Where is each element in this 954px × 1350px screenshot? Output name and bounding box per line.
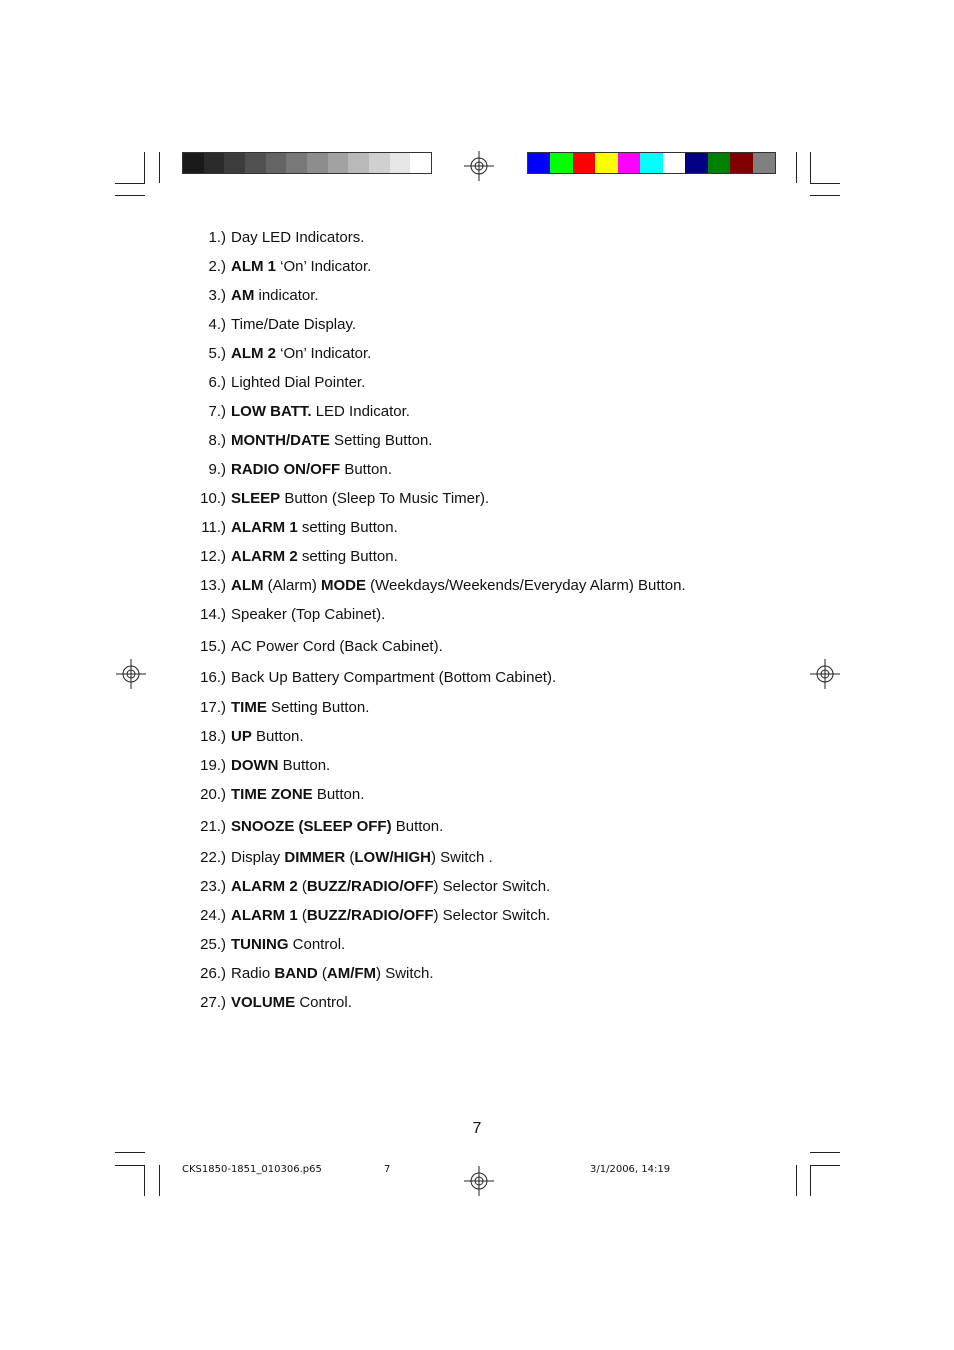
swatch <box>753 153 775 173</box>
list-item-number: 10.) <box>200 490 226 507</box>
list-item <box>190 605 385 625</box>
list-item-number: 27.) <box>200 994 226 1011</box>
list-item-text <box>231 489 489 509</box>
text-segment: LED Indicator. <box>311 403 410 420</box>
text-segment: Speaker (Top Cabinet). <box>231 606 386 623</box>
bold-label: AM <box>231 287 255 304</box>
bold-label: ALARM 2 <box>231 548 298 565</box>
bold-label: BUZZ/RADIO/OFF <box>306 907 434 924</box>
list-item <box>190 460 392 480</box>
list-item-text <box>231 637 443 657</box>
bold-label: RADIO ON/OFF <box>231 461 341 478</box>
list-item-number: 2.) <box>208 258 226 275</box>
crop-mark <box>810 1152 840 1153</box>
list-item <box>190 906 550 926</box>
bold-label: ALARM 1 <box>231 907 298 924</box>
list-item-text <box>231 344 371 364</box>
swatch <box>328 153 349 173</box>
bold-label: ALM <box>231 577 264 594</box>
list-item-text <box>231 315 356 335</box>
list-item <box>190 489 489 509</box>
crop-mark <box>796 152 797 183</box>
list-item <box>190 756 330 776</box>
text-segment: Display <box>231 849 285 866</box>
text-segment: AC Power Cord (Back Cabinet). <box>231 638 443 655</box>
list-item-text <box>231 698 369 718</box>
list-item-number: 5.) <box>208 345 226 362</box>
list-item-number: 13.) <box>200 577 226 594</box>
list-item-text <box>231 547 398 567</box>
bold-label: TIME ZONE <box>231 786 313 803</box>
list-item <box>190 373 365 393</box>
list-item <box>190 727 304 747</box>
bold-label: VOLUME <box>231 994 296 1011</box>
list-item <box>190 848 493 868</box>
text-segment: indicator. <box>254 287 319 304</box>
registration-mark-icon <box>464 1166 494 1196</box>
bold-label: ALM 2 <box>231 345 276 362</box>
swatch <box>369 153 390 173</box>
grayscale-calibration-bar <box>182 152 432 174</box>
list-item-number: 18.) <box>200 728 226 745</box>
list-item <box>190 257 371 277</box>
list-item-text <box>231 756 330 776</box>
text-segment: ( <box>297 878 307 895</box>
list-item <box>190 286 319 306</box>
registration-mark-icon <box>810 659 840 689</box>
text-segment: ( <box>297 907 307 924</box>
text-segment: Button. <box>340 461 392 478</box>
bold-label: SNOOZE (SLEEP OFF) <box>231 818 392 835</box>
swatch <box>663 153 685 173</box>
list-item <box>190 228 364 248</box>
page-number: 7 <box>472 1120 482 1137</box>
text-segment: ‘On’ Indicator. <box>276 258 372 275</box>
list-item-number: 20.) <box>200 786 226 803</box>
bold-label: MODE <box>321 577 366 594</box>
swatch <box>730 153 752 173</box>
crop-mark <box>810 1165 811 1196</box>
text-segment: ( <box>317 965 327 982</box>
list-item-number: 24.) <box>200 907 226 924</box>
text-segment: Setting Button. <box>266 699 370 716</box>
bold-label: BUZZ/RADIO/OFF <box>306 878 434 895</box>
list-item-text <box>231 935 345 955</box>
text-segment: Control. <box>288 936 346 953</box>
bold-label: SLEEP <box>231 490 281 507</box>
bold-label: BAND <box>274 965 318 982</box>
list-item-text <box>231 848 493 868</box>
text-segment: Control. <box>295 994 352 1011</box>
swatch <box>245 153 266 173</box>
crop-mark <box>796 1165 797 1196</box>
swatch <box>204 153 225 173</box>
text-segment: Back Up Battery Compartment (Bottom Cabinet). <box>231 669 557 686</box>
text-segment: (Alarm) <box>263 577 321 594</box>
list-item-number: 22.) <box>200 849 226 866</box>
text-segment: Button. <box>312 786 365 803</box>
crop-mark <box>144 1165 145 1196</box>
text-segment: Lighted Dial Pointer. <box>231 374 366 391</box>
text-segment: Day LED Indicators. <box>231 229 365 246</box>
bold-label: MONTH/DATE <box>231 432 330 449</box>
list-item-number: 23.) <box>200 878 226 895</box>
list-item-number: 3.) <box>208 287 226 304</box>
list-item <box>190 576 686 596</box>
text-segment: Button. <box>278 757 331 774</box>
text-segment: ) Selector Switch. <box>433 907 551 924</box>
bold-label: DOWN <box>231 757 279 774</box>
swatch <box>595 153 617 173</box>
bold-label: ALARM 2 <box>231 878 298 895</box>
swatch <box>307 153 328 173</box>
list-item <box>190 637 443 657</box>
list-item-text <box>231 906 550 926</box>
crop-mark <box>115 195 145 196</box>
text-segment: setting Button. <box>297 548 398 565</box>
text-segment: ) Switch . <box>431 849 493 866</box>
list-item-text <box>231 605 385 625</box>
bold-label: TUNING <box>231 936 289 953</box>
swatch <box>640 153 662 173</box>
color-calibration-bar <box>527 152 776 174</box>
bold-label: UP <box>231 728 252 745</box>
list-item-number: 17.) <box>200 699 226 716</box>
footer-date: 3/1/2006, 14:19 <box>590 1164 671 1175</box>
list-item-text <box>231 402 410 422</box>
crop-mark <box>115 183 145 184</box>
text-segment: Radio <box>231 965 275 982</box>
crop-mark <box>810 183 840 184</box>
crop-mark <box>810 152 811 183</box>
list-item <box>190 431 432 451</box>
text-segment: ( <box>345 849 355 866</box>
swatch <box>390 153 411 173</box>
list-item-text <box>231 373 365 393</box>
list-item-number: 19.) <box>200 757 226 774</box>
swatch <box>685 153 707 173</box>
swatch <box>550 153 572 173</box>
text-segment: ) Switch. <box>376 965 434 982</box>
list-item-text <box>231 228 364 248</box>
text-segment: Setting Button. <box>329 432 433 449</box>
list-item-number: 1.) <box>208 229 226 246</box>
swatch <box>348 153 369 173</box>
swatch <box>183 153 204 173</box>
list-item <box>190 993 352 1013</box>
swatch <box>573 153 595 173</box>
list-item-text <box>231 257 371 277</box>
registration-mark-icon <box>464 151 494 181</box>
list-item-number: 11.) <box>201 519 226 536</box>
list-item <box>190 698 369 718</box>
list-item-number: 25.) <box>200 936 226 953</box>
bold-label: LOW BATT. <box>231 403 312 420</box>
list-item-text <box>231 993 352 1013</box>
list-item-text <box>231 668 556 688</box>
list-item <box>190 817 443 837</box>
text-segment: Button. <box>391 818 444 835</box>
footer-page: 7 <box>384 1164 391 1175</box>
swatch <box>286 153 307 173</box>
list-item-text <box>231 877 550 897</box>
list-item-number: 26.) <box>200 965 226 982</box>
list-item-text <box>231 785 364 805</box>
crop-mark <box>810 1165 840 1166</box>
crop-mark <box>144 152 145 183</box>
list-item-number: 6.) <box>208 374 226 391</box>
list-item <box>190 547 398 567</box>
text-segment: ‘On’ Indicator. <box>276 345 372 362</box>
list-item-text <box>231 727 304 747</box>
list-item-number: 4.) <box>208 316 226 333</box>
swatch <box>266 153 287 173</box>
text-segment: Time/Date Display. <box>231 316 357 333</box>
list-item-number: 7.) <box>208 403 226 420</box>
list-item <box>190 964 434 984</box>
list-item-number: 16.) <box>200 669 226 686</box>
list-item-text <box>231 964 434 984</box>
bold-label: DIMMER <box>284 849 346 866</box>
list-item-text <box>231 431 432 451</box>
text-segment: Button (Sleep To Music Timer). <box>280 490 490 507</box>
list-item <box>190 344 371 364</box>
crop-mark <box>159 1165 160 1196</box>
text-segment: setting Button. <box>297 519 398 536</box>
list-item <box>190 668 556 688</box>
list-item-text <box>231 817 443 837</box>
swatch <box>224 153 245 173</box>
list-item-number: 15.) <box>200 638 226 655</box>
list-item <box>190 877 550 897</box>
footer-filename: CKS1850-1851_010306.p65 <box>182 1164 322 1175</box>
list-item-text <box>231 286 319 306</box>
bold-label: ALARM 1 <box>231 519 298 536</box>
crop-mark <box>115 1152 145 1153</box>
swatch <box>618 153 640 173</box>
crop-mark <box>810 195 840 196</box>
list-item <box>190 785 364 805</box>
list-item-number: 8.) <box>208 432 226 449</box>
text-segment: Button. <box>251 728 304 745</box>
registration-mark-icon <box>116 659 146 689</box>
list-item-number: 9.) <box>208 461 226 478</box>
list-item <box>190 315 356 335</box>
swatch <box>410 153 431 173</box>
list-item-number: 14.) <box>200 606 226 623</box>
list-item-number: 21.) <box>200 818 226 835</box>
text-segment: (Weekdays/Weekends/Everyday Alarm) Button. <box>366 577 686 594</box>
text-segment: ) Selector Switch. <box>433 878 551 895</box>
bold-label: TIME <box>231 699 267 716</box>
swatch <box>528 153 550 173</box>
swatch <box>708 153 730 173</box>
list-item <box>190 935 345 955</box>
bold-label: AM/FM <box>326 965 377 982</box>
bold-label: ALM 1 <box>231 258 276 275</box>
list-item-text <box>231 576 686 596</box>
list-item-text <box>231 460 392 480</box>
list-item <box>190 518 398 538</box>
list-item-number: 12.) <box>200 548 226 565</box>
bold-label: LOW/HIGH <box>354 849 432 866</box>
crop-mark <box>159 152 160 183</box>
crop-mark <box>115 1165 145 1166</box>
list-item <box>190 402 410 422</box>
list-item-text <box>231 518 398 538</box>
